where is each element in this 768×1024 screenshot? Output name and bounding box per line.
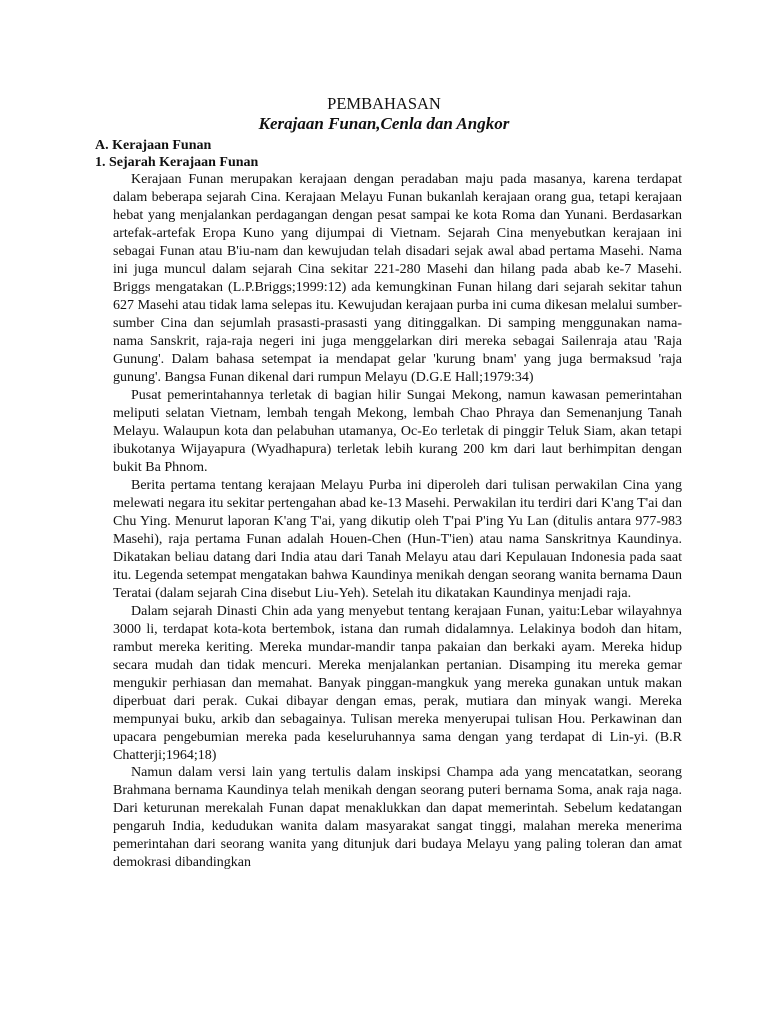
paragraph: Dalam sejarah Dinasti Chin ada yang menyebut tentang kerajaan Funan, yaitu:Lebar wilayahnya 3000 li, terdapat kota-kota bertembok, istana dan rumah didalamnya. Lelakinya bodoh dan hitam, rambut mereka keriting. Mereka mundar-mandir tanpa pakaian dan berkaki ayam. Mereka hidup secara mudah dan tidak mencuri. Mereka menjalankan pertanian. Disamping itu mereka gemar mengukir perhiasan dan memahat. Banyak pinggan-mangkuk yang mereka gunakan untuk makan diperbuat dari perak. Cukai dibayar dengan emas, perak, mutiara dan minyak wangi. Mereka mempunyai buku, arkib dan sebagainya. Tulisan mereka menyerupai tulisan Hou. Perkawinan dan upacara pengebumian mereka pada keseluruhannya sama dengan yang terdapat di Lin-yi. (B.R Chatterji;1964;18): [113, 603, 682, 763]
paragraph: Namun dalam versi lain yang tertulis dalam inskipsi Champa ada yang mencatatkan, seorang Brahmana bernama Kaundinya telah menikah dengan seorang puteri bernama Soma, anak raja naga. Dari keturunan merekalah Funan dapat menaklukkan dan dapat memerintah. Sebelum kedatangan pengaruh India, kedudukan wanita dalam masyarakat sangat tinggi, malahan mereka menerima pemerintahan dari seorang wanita yang ditunjuk dari budaya Melayu yang paling toleran dan amat demokrasi dibandingkan: [113, 765, 682, 871]
paragraph: Kerajaan Funan merupakan kerajaan dengan peradaban maju pada masanya, karena terdapat dalam beberapa sejarah Cina. Kerajaan Melayu Funan bukanlah kerajaan orang gua, tetapi kerajaan hebat yang menjalankan perdagangan dengan pesat sampai ke kota Roma dan Yunani. Berdasarkan artefak-artefak Eropa Kuno yang dijumpai di Vietnam. Sejarah Cina menyebutkan kerajaan ini sebagai Funan atau B'iu-nam dan kewujudan telah disadari sejak awal abad pertama Masehi. Nama ini juga muncul dalam sejarah Cina sekitar 221-280 Masehi dan hilang pada abab ke-7 Masehi. Briggs mengatakan (L.P.Briggs;1999:12) ada kemungkinan Funan hilang dari sejarah sekitar tahun 627 Masehi atau tidak lama selepas itu. Kewujudan kerajaan purba ini cuma dikesan melalui sumber-sumber Cina dan sejumlah prasasti-prasasti yang ditinggalkan. Di samping menggunakan nama-nama Sanskrit, raja-raja negeri ini juga menggelarkan diri mereka sebagai Sailenraja atau 'Raja Gunung'. Dalam bahasa setempat ia mendapat gelar 'kurung bnam' yang juga bermaksud 'raja gunung'. Bangsa Funan dikenal dari rumpun Melayu (D.G.E Hall;1979:34): [113, 172, 682, 385]
subsection-heading: 1. Sejarah Kerajaan Funan: [95, 155, 259, 170]
body-text: [113, 171, 682, 872]
section-heading: A. Kerajaan Funan: [95, 138, 212, 153]
paragraph: Berita pertama tentang kerajaan Melayu Purba ini diperoleh dari tulisan perwakilan Cina yang melewati negara itu sekitar pertengahan abad ke-13 Masehi. Perwakilan itu terdiri dari K'ang T'ai dan Chu Ying. Menurut laporan K'ang T'ai, yang dikutip oleh T'pai P'ing Yu Lan (ditulis antara 977-983 Masehi), raja pertama Funan adalah Houen-Chen (Hun-T'ien) atau nama Sanskritnya Kaundinya. Dikatakan beliau datang dari India atau dari Tanah Melayu atau dari Kepulauan Indonesia pada saat itu. Legenda setempat mengatakan bahwa Kaundinya menikah dengan seorang wanita bernama Daun Teratai (dalam sejarah Cina disebut Liu-Yeh). Setelah itu dikatakan Kaundinya menjadi raja.: [113, 477, 682, 601]
page-subtitle: Kerajaan Funan,Cenla dan Angkor: [258, 114, 510, 133]
paragraph: Pusat pemerintahannya terletak di bagian hilir Sungai Mekong, namun kawasan pemerintahan meliputi selatan Vietnam, lembah tengah Mekong, lembah Chao Phraya dan Semenanjung Tanah Melayu. Walaupun kota dan pelabuhan utamanya, Oc-Eo terletak di pinggir Teluk Siam, akan tetapi ibukotanya Wijayapura (Wyadhapura) terletak lebih kurang 200 km dari laut berhimpitan dengan bukit Ba Phnom.: [113, 387, 682, 475]
page-title: PEMBAHASAN: [327, 94, 441, 113]
